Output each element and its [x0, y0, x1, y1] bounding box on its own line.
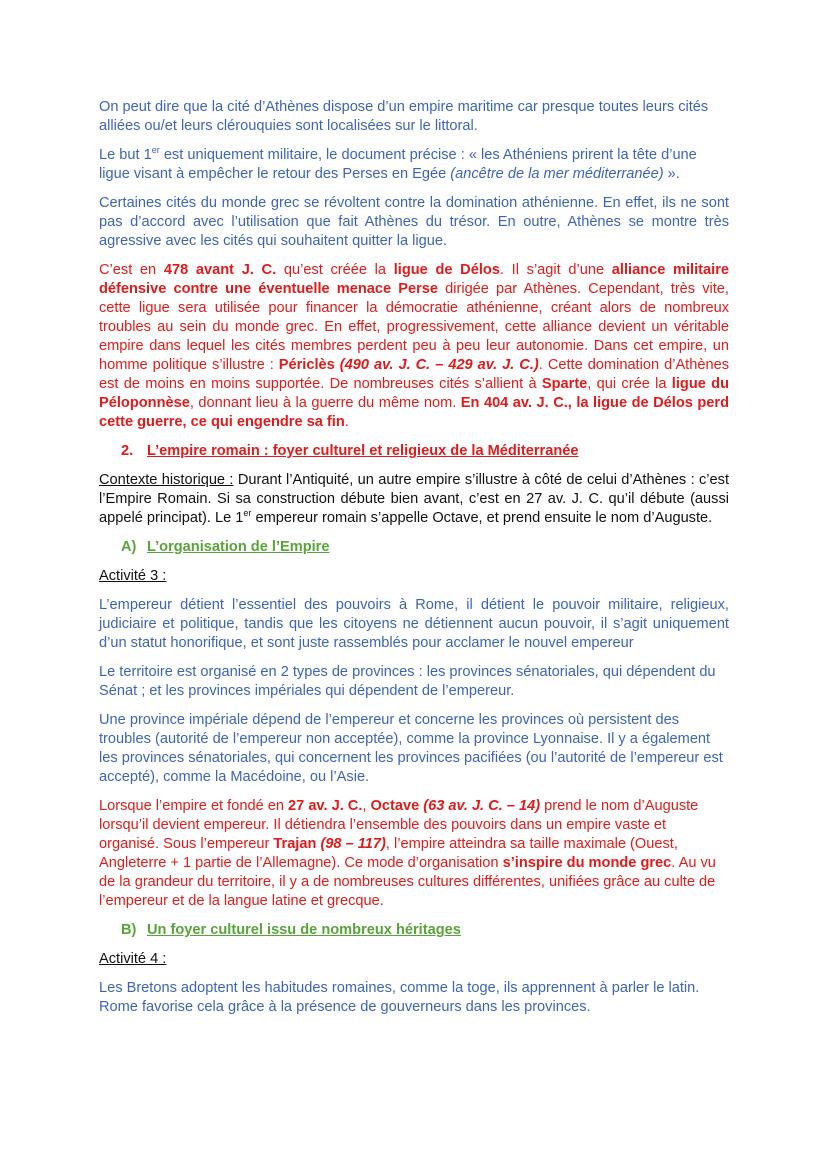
highlight-conclusion: En 404 av. J. C., la ligue de Délos perd cette guerre, ce qui engendre sa fin: [99, 395, 729, 430]
context-label: Contexte historique :: [99, 472, 234, 488]
text-run: .: [344, 414, 349, 430]
paragraph-historical-context: [99, 471, 729, 528]
text-run: qu’est créée la: [276, 262, 394, 278]
section-heading-roman-empire: [121, 442, 729, 461]
highlight-person: Octave: [370, 798, 420, 814]
superscript: er: [243, 508, 252, 519]
highlight-dates: (98 – 117): [316, 836, 386, 852]
section-number: 2.: [121, 443, 134, 459]
text-run: , qui crée la: [587, 376, 672, 392]
paragraph-augustus-trajan: [99, 797, 729, 911]
subsection-heading-cultural-hub: [121, 921, 729, 940]
text-run: . Cette domination d’Athènes est de moins en moins supportée. De nombreuses cités s’allient à: [99, 357, 729, 392]
highlight-dates: (63 av. J. C. – 14): [419, 798, 541, 814]
highlight-term: alliance militaire défensive contre une éventuelle menace Perse: [99, 262, 729, 297]
highlight-term: Sparte: [541, 376, 588, 392]
section-title: L’empire romain : foyer culturel et religieux de la Méditerranée: [147, 443, 579, 459]
text-run: . Il s’agit d’une: [499, 262, 612, 278]
paragraph-delos-league: [99, 261, 729, 432]
text-run: , donnant lieu à la guerre du même nom.: [189, 395, 461, 411]
text-run: C’est en: [99, 262, 164, 278]
highlight-term: s’inspire du monde grec: [502, 855, 672, 871]
paragraph-imperial-provinces: Une province impériale dépend de l’empereur et concerne les provinces où persistent des troubles (autorité de l’empereur non acceptée), comme la province Lyonnaise. Il y a également les provinces sénatoriales, qui concernent les provinces pacifiées (ou l’autorité de l’empereur est accepté), comme la Macédoine, ou l’Asie.: [99, 712, 723, 785]
activity-4-label: Activité 4 :: [99, 951, 167, 967]
text-run: Le but 1: [99, 147, 152, 163]
document-body: [99, 98, 729, 1027]
italic-note: (ancêtre de la mer méditerranée): [450, 166, 664, 182]
subsection-number: B): [121, 922, 137, 938]
paragraph-province-types: Le territoire est organisé en 2 types de provinces : les provinces sénatoriales, qui dépendent du Sénat ; et les provinces impériales qui dépendent de l’empereur.: [99, 664, 716, 699]
paragraph-greek-revolt: Certaines cités du monde grec se révoltent contre la domination athénienne. En effet, ils ne sont pas d’accord avec l’utilisation que fait Athènes du trésor. En outre, Athènes se montre très agressive avec les cités qui souhaitent quitter la ligue.: [99, 195, 729, 249]
highlight-dates: (490 av. J. C. – 429 av. J. C.): [334, 357, 539, 373]
text-run: dirigée par Athènes. Cependant, très vite, cette ligue sera utilisée pour financer la démocratie athénienne, créant alors de nombreux troubles au sein du monde grec. En effet, progressivement, cette alliance devient un véritable empire dans lequel les cités membres perdent peu à peu leur autonomie. Dans cet empire, un homme politique s’illustre :: [99, 281, 729, 373]
text-run: Durant l’Antiquité, un autre empire s’illustre à côté de celui d’Athènes : c’est l’Empire Romain. Si sa construction débute bien avant, c’est en 27 av. J. C. qu’il débute (aussi appelé principat). Le 1: [99, 472, 729, 526]
text-run: ,: [362, 798, 371, 814]
text-run: est uniquement militaire, le document précise : « les Athéniens prirent la tête d’une ligue visant à empêcher le retour des Perses en Egée: [99, 147, 697, 182]
text-run: . Au vu de la grandeur du territoire, il y a de nombreuses cultures différentes, unifiées grâce au culte de l’empereur et de la langue latine et grecque.: [99, 855, 716, 909]
text-run: empereur romain s’appelle Octave, et prend ensuite le nom d’Auguste.: [251, 510, 713, 526]
subsection-heading-organisation: [121, 538, 729, 557]
subsection-number: A): [121, 539, 137, 555]
highlight-term: ligue du Péloponnèse: [99, 376, 729, 411]
activity-3-label: Activité 3 :: [99, 568, 167, 584]
subsection-title: Un foyer culturel issu de nombreux héritages: [147, 922, 461, 938]
subsection-title: L’organisation de l’Empire: [147, 539, 330, 555]
paragraph-league-goal: [99, 146, 729, 184]
paragraph-athens-maritime-empire: On peut dire que la cité d’Athènes dispose d’un empire maritime car presque toutes leurs cités alliées ou/et leurs clérouquies sont localisées sur le littoral.: [99, 99, 709, 134]
highlight-person: Trajan: [273, 836, 317, 852]
text-run: Lorsque l’empire et fondé en: [99, 798, 289, 814]
highlight-date: 478 avant J. C.: [163, 262, 277, 278]
paragraph-bretons-romanization: Les Bretons adoptent les habitudes romaines, comme la toge, ils apprennent à parler le latin. Rome favorise cela grâce à la présence de gouverneurs dans les provinces.: [99, 980, 700, 1015]
superscript: er: [151, 145, 160, 156]
text-run: , l’empire atteindra sa taille maximale (Ouest, Angleterre + 1 partie de l’Allemagne). Ce mode d’organisation: [99, 836, 678, 871]
text-run: ».: [663, 166, 680, 182]
highlight-date: 27 av. J. C.: [288, 798, 363, 814]
paragraph-emperor-powers: L’empereur détient l’essentiel des pouvoirs à Rome, il détient le pouvoir militaire, religieux, judiciaire et politique, tandis que les citoyens ne détiennent aucun pouvoir, il s’agit uniquement d’un statut honorifique, et sont juste rassemblés pour acclamer le nouvel empereur: [99, 597, 729, 651]
text-run: prend le nom d’Auguste lorsqu’il devient empereur. Il détiendra l’ensemble des pouvoirs dans un empire vaste et organisé. Sous l’empereur: [99, 798, 699, 852]
highlight-person: Périclès: [278, 357, 335, 373]
highlight-term: ligue de Délos: [393, 262, 500, 278]
